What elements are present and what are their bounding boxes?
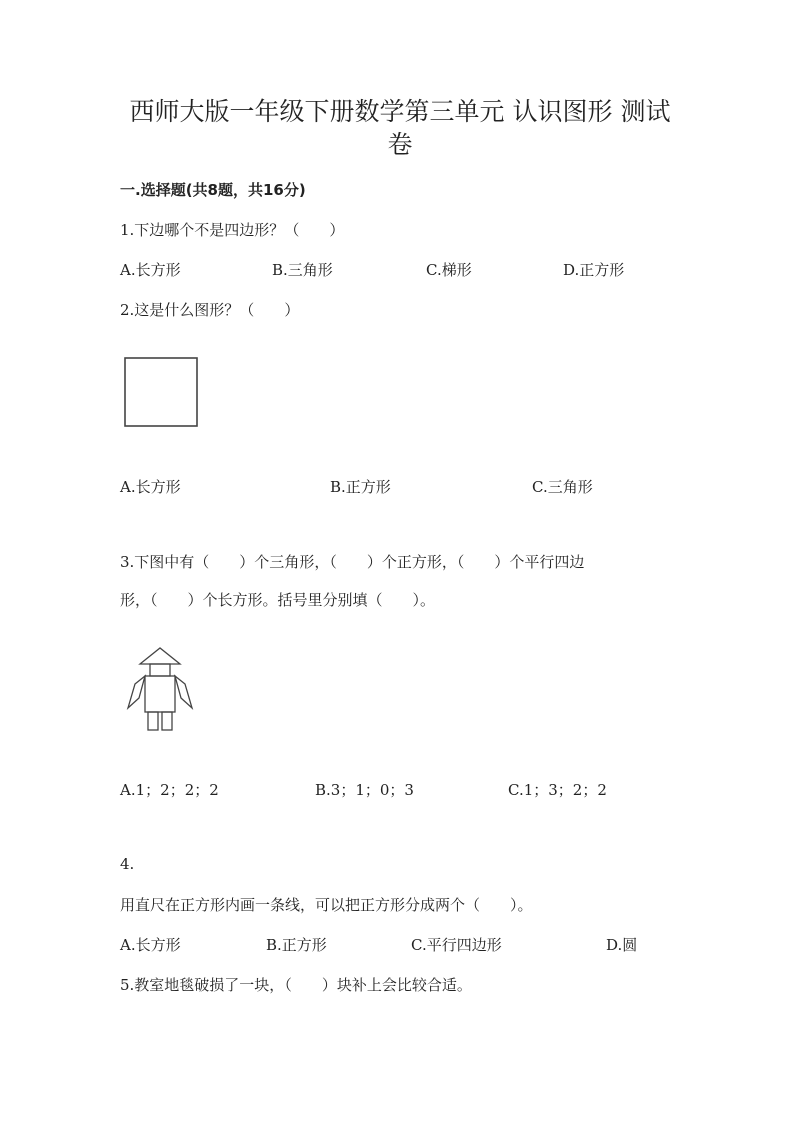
question-3-option-a[interactable]: A.1；2；2；2 xyxy=(120,781,219,799)
question-4-text: 用直尺在正方形内画一条线，可以把正方形分成两个（ ）。 xyxy=(120,896,533,914)
question-5-text: 5.教室地毯破损了一块，（ ）块补上会比较合适。 xyxy=(120,976,472,994)
question-2-option-a[interactable]: A.长方形 xyxy=(120,478,181,496)
question-2-option-c[interactable]: C.三角形 xyxy=(532,478,593,496)
title-line-1: 西师大版一年级下册数学第三单元 认识图形 测试 xyxy=(129,97,671,126)
robot-head-square xyxy=(150,664,170,676)
robot-left-leg-rectangle xyxy=(148,712,158,730)
robot-shapes-figure xyxy=(120,640,210,735)
question-1-option-b[interactable]: B.三角形 xyxy=(272,261,333,279)
page-title xyxy=(120,95,680,161)
question-2-text: 2.这是什么图形？（ ） xyxy=(120,301,300,319)
question-3-option-b[interactable]: B.3；1；0；3 xyxy=(315,781,414,799)
question-1-option-a[interactable]: A.长方形 xyxy=(120,261,181,279)
question-4-option-b[interactable]: B.正方形 xyxy=(266,936,327,954)
title-line-2: 卷 xyxy=(387,130,413,159)
question-1-text: 1.下边哪个不是四边形？（ ） xyxy=(120,221,345,239)
question-4-option-a[interactable]: A.长方形 xyxy=(120,936,181,954)
question-1-option-c[interactable]: C.梯形 xyxy=(426,261,472,279)
robot-body-rectangle xyxy=(145,676,175,712)
question-3-text-line-2: 形，（ ）个长方形。括号里分别填（ ）。 xyxy=(120,591,436,609)
question-2-option-b[interactable]: B.正方形 xyxy=(330,478,391,496)
robot-hat-triangle xyxy=(140,648,180,664)
question-3-option-c[interactable]: C.1；3；2；2 xyxy=(508,781,607,799)
question-1-option-d[interactable]: D.正方形 xyxy=(563,261,625,279)
robot-right-arm-parallelogram xyxy=(175,676,192,708)
section-heading: 一.选择题(共8题，共16分) xyxy=(120,181,306,199)
question-4-option-c[interactable]: C.平行四边形 xyxy=(411,936,502,954)
question-3-text-line-1: 3.下图中有（ ）个三角形，（ ）个正方形，（ ）个平行四边 xyxy=(120,553,585,571)
square-figure xyxy=(120,352,204,432)
robot-left-arm-parallelogram xyxy=(128,676,145,708)
robot-right-leg-rectangle xyxy=(162,712,172,730)
question-4-option-d[interactable]: D.圆 xyxy=(606,936,638,954)
question-4-label: 4. xyxy=(120,855,135,873)
